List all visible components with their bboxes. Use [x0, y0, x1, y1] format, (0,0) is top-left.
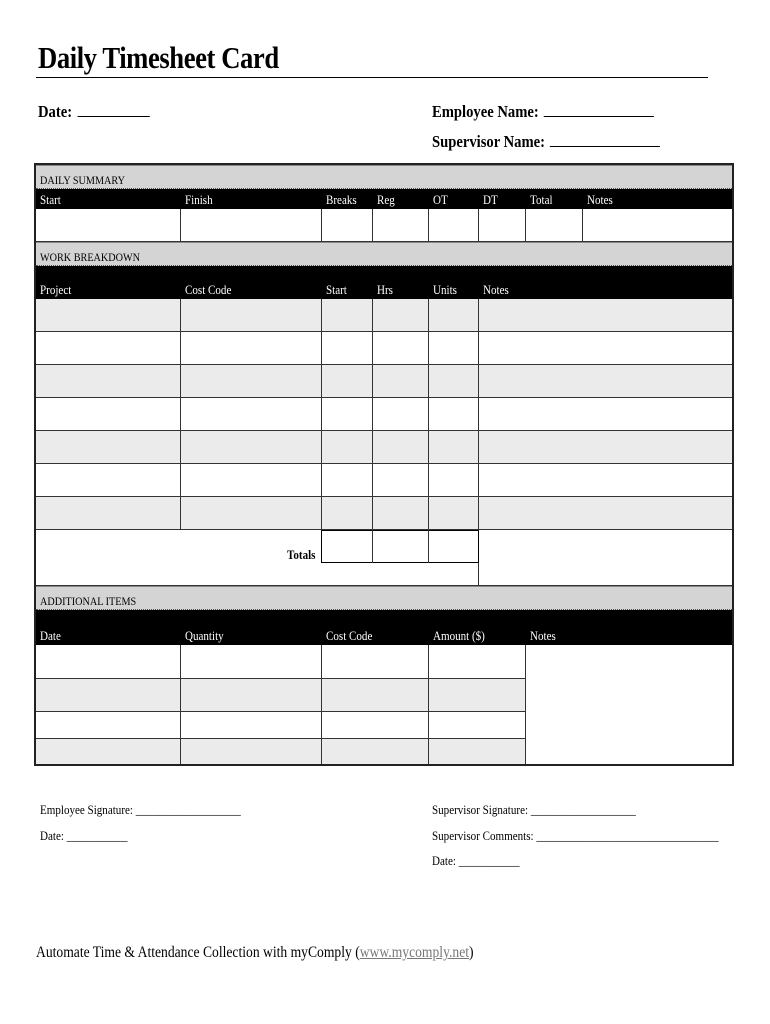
daily-summary-row[interactable] — [36, 209, 732, 242]
col-hrs: Hrs — [377, 282, 393, 297]
additional-items-header — [36, 610, 732, 645]
col-project: Project — [40, 282, 72, 297]
table-row[interactable] — [36, 431, 732, 464]
totals-box[interactable] — [321, 530, 479, 563]
col-cost-code: Cost Code — [185, 282, 232, 297]
col-quantity: Quantity — [185, 628, 224, 643]
col-units: Units — [433, 282, 457, 297]
additional-items-label: ADDITIONAL ITEMS — [40, 594, 137, 608]
employee-name-field[interactable] — [432, 101, 654, 122]
table-row[interactable] — [36, 712, 526, 739]
title-divider — [36, 77, 708, 78]
table-row[interactable] — [36, 464, 732, 497]
col-dt: DT — [483, 192, 498, 207]
col-ot: OT — [433, 192, 448, 207]
work-breakdown-band — [36, 242, 732, 266]
work-breakdown-label: WORK BREAKDOWN — [40, 250, 141, 264]
footer-text: Automate Time & Attendance Collection with myComply ( — [36, 944, 360, 961]
daily-summary-label: DAILY SUMMARY — [40, 173, 126, 187]
table-row[interactable] — [36, 398, 732, 431]
employee-signature-field[interactable]: Employee Signature: ___________________ — [40, 802, 241, 817]
supervisor-name-field[interactable] — [432, 131, 660, 152]
supervisor-comments-field[interactable]: Supervisor Comments: _________________________________ — [432, 828, 719, 843]
col-start: Start — [40, 192, 61, 207]
col-finish: Finish — [185, 192, 213, 207]
footer-text-end: ) — [469, 944, 474, 961]
footer — [36, 944, 474, 962]
table-row[interactable] — [36, 679, 526, 712]
col-cost-code: Cost Code — [326, 628, 373, 643]
table-row[interactable] — [36, 365, 732, 398]
supervisor-signature-field[interactable]: Supervisor Signature: ___________________ — [432, 802, 636, 817]
table-row[interactable] — [36, 645, 526, 679]
additional-notes-area[interactable] — [526, 645, 732, 764]
table-row[interactable] — [36, 332, 732, 365]
footer-link[interactable]: www.mycomply.net — [359, 944, 470, 961]
date-blank[interactable] — [77, 101, 149, 117]
daily-summary-header — [36, 189, 732, 209]
table-row[interactable] — [36, 299, 732, 332]
work-breakdown-header — [36, 266, 732, 299]
col-date: Date — [40, 628, 61, 643]
daily-summary-band — [36, 165, 732, 189]
date-field[interactable] — [38, 101, 150, 122]
page-title: Daily Timesheet Card — [38, 40, 279, 75]
col-reg: Reg — [377, 192, 395, 207]
col-notes: Notes — [587, 192, 613, 207]
employee-date-field[interactable]: Date: ___________ — [40, 828, 128, 843]
employee-name-blank[interactable] — [544, 101, 654, 117]
totals-label: Totals — [286, 547, 315, 562]
col-notes: Notes — [530, 628, 556, 643]
additional-items-band — [36, 586, 732, 610]
date-label: Date: — [38, 102, 73, 121]
col-total: Total — [530, 192, 553, 207]
employee-name-label: Employee Name: — [432, 102, 539, 121]
timesheet-form — [34, 163, 734, 766]
supervisor-name-label: Supervisor Name: — [432, 132, 546, 151]
col-notes: Notes — [483, 282, 509, 297]
table-row[interactable] — [36, 497, 732, 530]
supervisor-date-field[interactable]: Date: ___________ — [432, 853, 520, 868]
table-row[interactable] — [36, 739, 526, 764]
col-breaks: Breaks — [326, 192, 357, 207]
supervisor-name-blank[interactable] — [550, 131, 660, 147]
col-start: Start — [326, 282, 347, 297]
col-amount: Amount ($) — [433, 628, 485, 643]
